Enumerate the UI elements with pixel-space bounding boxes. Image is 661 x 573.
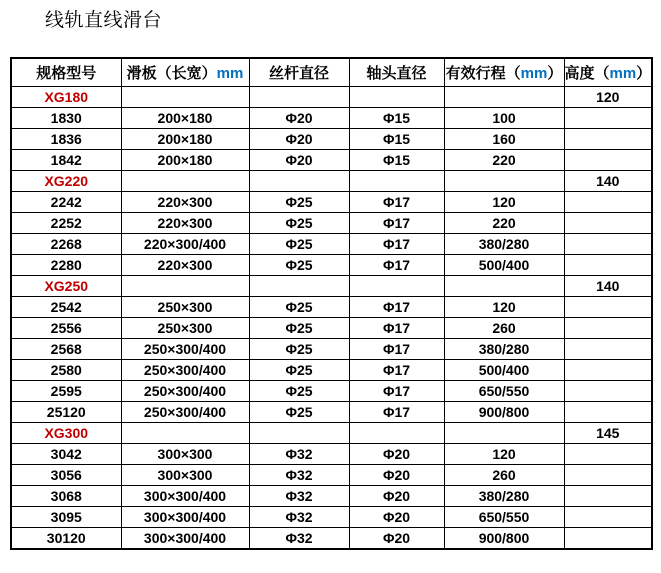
cell-plate: 200×180	[121, 150, 249, 171]
cell-model: 2580	[11, 360, 121, 381]
cell-stroke: 260	[444, 318, 564, 339]
cell-stroke: 650/550	[444, 381, 564, 402]
cell-plate: 300×300/400	[121, 507, 249, 528]
cell-stroke: 100	[444, 108, 564, 129]
cell-stroke: 900/800	[444, 528, 564, 550]
cell-screw: Φ32	[249, 444, 349, 465]
cell-height	[564, 381, 652, 402]
cell-model: 2252	[11, 213, 121, 234]
cell-screw: Φ25	[249, 402, 349, 423]
cell-model: XG300	[11, 423, 121, 444]
cell-screw: Φ25	[249, 213, 349, 234]
cell-stroke: 380/280	[444, 486, 564, 507]
cell-height	[564, 192, 652, 213]
cell-shaft: Φ15	[349, 108, 444, 129]
column-header-shaft	[349, 58, 444, 87]
table-row	[11, 108, 652, 129]
cell-shaft	[349, 423, 444, 444]
cell-height: 120	[564, 87, 652, 108]
header-text: 高度（	[564, 65, 610, 82]
cell-screw: Φ25	[249, 360, 349, 381]
cell-screw: Φ25	[249, 192, 349, 213]
cell-height	[564, 297, 652, 318]
cell-model: 1842	[11, 150, 121, 171]
cell-height: 140	[564, 276, 652, 297]
cell-stroke: 220	[444, 150, 564, 171]
cell-shaft: Φ17	[349, 339, 444, 360]
cell-shaft: Φ15	[349, 129, 444, 150]
cell-shaft	[349, 87, 444, 108]
cell-plate	[121, 423, 249, 444]
cell-stroke: 500/400	[444, 360, 564, 381]
cell-stroke: 260	[444, 465, 564, 486]
cell-stroke	[444, 171, 564, 192]
cell-shaft: Φ20	[349, 444, 444, 465]
cell-height	[564, 108, 652, 129]
cell-stroke	[444, 423, 564, 444]
cell-plate: 300×300/400	[121, 528, 249, 550]
cell-plate	[121, 171, 249, 192]
cell-plate: 220×300	[121, 192, 249, 213]
column-header-screw	[249, 58, 349, 87]
cell-plate: 220×300	[121, 213, 249, 234]
cell-shaft	[349, 276, 444, 297]
cell-model: 2542	[11, 297, 121, 318]
group-row	[11, 276, 652, 297]
header-text: 轴头直径	[366, 65, 427, 82]
cell-plate: 300×300	[121, 444, 249, 465]
cell-screw	[249, 171, 349, 192]
cell-model: XG220	[11, 171, 121, 192]
table-row	[11, 297, 652, 318]
header-text: ）	[636, 65, 652, 82]
table-row	[11, 192, 652, 213]
cell-stroke: 120	[444, 444, 564, 465]
cell-model: 3095	[11, 507, 121, 528]
cell-model: 2556	[11, 318, 121, 339]
cell-plate: 300×300	[121, 465, 249, 486]
cell-stroke: 160	[444, 129, 564, 150]
cell-plate: 250×300/400	[121, 339, 249, 360]
cell-shaft: Φ17	[349, 402, 444, 423]
cell-height	[564, 234, 652, 255]
cell-model: 2268	[11, 234, 121, 255]
cell-screw: Φ25	[249, 234, 349, 255]
cell-screw: Φ25	[249, 297, 349, 318]
cell-shaft: Φ20	[349, 528, 444, 550]
cell-plate: 250×300/400	[121, 402, 249, 423]
cell-model: 2242	[11, 192, 121, 213]
cell-model: 1830	[11, 108, 121, 129]
cell-stroke: 120	[444, 297, 564, 318]
table-row	[11, 486, 652, 507]
cell-height	[564, 339, 652, 360]
unit-mm-label: mm	[520, 65, 548, 82]
unit-mm-label: mm	[216, 65, 244, 82]
cell-height	[564, 360, 652, 381]
cell-model: 3056	[11, 465, 121, 486]
cell-plate	[121, 87, 249, 108]
cell-screw	[249, 423, 349, 444]
cell-screw: Φ32	[249, 465, 349, 486]
cell-plate: 200×180	[121, 129, 249, 150]
table-row	[11, 150, 652, 171]
cell-plate: 220×300/400	[121, 234, 249, 255]
cell-shaft: Φ15	[349, 150, 444, 171]
table-row	[11, 444, 652, 465]
cell-shaft: Φ17	[349, 297, 444, 318]
table-row	[11, 402, 652, 423]
cell-height	[564, 528, 652, 550]
cell-height	[564, 129, 652, 150]
table-row	[11, 528, 652, 550]
table-row	[11, 213, 652, 234]
cell-shaft	[349, 171, 444, 192]
cell-stroke: 380/280	[444, 339, 564, 360]
cell-shaft: Φ17	[349, 318, 444, 339]
cell-shaft: Φ17	[349, 192, 444, 213]
cell-height	[564, 255, 652, 276]
cell-screw: Φ20	[249, 150, 349, 171]
unit-mm-label: mm	[609, 65, 637, 82]
column-header-stroke	[444, 58, 564, 87]
table-row	[11, 255, 652, 276]
column-header-model	[11, 58, 121, 87]
cell-plate: 250×300	[121, 297, 249, 318]
table-row	[11, 339, 652, 360]
cell-plate	[121, 276, 249, 297]
table-row	[11, 465, 652, 486]
cell-plate: 300×300/400	[121, 486, 249, 507]
cell-screw: Φ32	[249, 486, 349, 507]
column-header-height	[564, 58, 652, 87]
cell-shaft: Φ17	[349, 381, 444, 402]
column-header-plate	[121, 58, 249, 87]
cell-model: 3042	[11, 444, 121, 465]
table-row	[11, 129, 652, 150]
table-row	[11, 507, 652, 528]
cell-shaft: Φ20	[349, 465, 444, 486]
cell-screw: Φ32	[249, 528, 349, 550]
cell-shaft: Φ17	[349, 255, 444, 276]
cell-height	[564, 213, 652, 234]
spec-table	[10, 57, 653, 550]
cell-screw: Φ25	[249, 255, 349, 276]
group-row	[11, 423, 652, 444]
cell-screw: Φ20	[249, 108, 349, 129]
cell-model: 2595	[11, 381, 121, 402]
cell-plate: 250×300/400	[121, 360, 249, 381]
cell-height	[564, 318, 652, 339]
page-title: 线轨直线滑台	[45, 10, 163, 31]
cell-height	[564, 402, 652, 423]
cell-model: XG250	[11, 276, 121, 297]
cell-height	[564, 486, 652, 507]
cell-height	[564, 444, 652, 465]
cell-stroke	[444, 87, 564, 108]
cell-model: 1836	[11, 129, 121, 150]
table-row	[11, 381, 652, 402]
cell-stroke: 380/280	[444, 234, 564, 255]
cell-screw: Φ25	[249, 381, 349, 402]
cell-plate: 200×180	[121, 108, 249, 129]
cell-screw: Φ32	[249, 507, 349, 528]
header-text: 有效行程（	[445, 65, 521, 82]
cell-stroke: 120	[444, 192, 564, 213]
table-row	[11, 234, 652, 255]
cell-screw	[249, 87, 349, 108]
cell-plate: 250×300/400	[121, 381, 249, 402]
cell-shaft: Φ17	[349, 213, 444, 234]
cell-height	[564, 465, 652, 486]
cell-model: 25120	[11, 402, 121, 423]
cell-model: 30120	[11, 528, 121, 550]
cell-height	[564, 150, 652, 171]
header-text: ）	[547, 65, 563, 82]
cell-height: 140	[564, 171, 652, 192]
cell-plate: 220×300	[121, 255, 249, 276]
header-text: 滑板（长宽）	[126, 65, 217, 82]
cell-height: 145	[564, 423, 652, 444]
table-row	[11, 318, 652, 339]
cell-height	[564, 507, 652, 528]
cell-stroke: 500/400	[444, 255, 564, 276]
cell-shaft: Φ20	[349, 486, 444, 507]
group-row	[11, 87, 652, 108]
cell-screw: Φ20	[249, 129, 349, 150]
cell-plate: 250×300	[121, 318, 249, 339]
group-row	[11, 171, 652, 192]
cell-stroke: 220	[444, 213, 564, 234]
cell-screw	[249, 276, 349, 297]
cell-screw: Φ25	[249, 318, 349, 339]
cell-shaft: Φ17	[349, 234, 444, 255]
table-row	[11, 360, 652, 381]
cell-model: XG180	[11, 87, 121, 108]
cell-model: 3068	[11, 486, 121, 507]
cell-model: 2568	[11, 339, 121, 360]
cell-stroke: 650/550	[444, 507, 564, 528]
cell-model: 2280	[11, 255, 121, 276]
header-text: 丝杆直径	[268, 65, 329, 82]
spec-table-body	[11, 87, 652, 550]
cell-stroke: 900/800	[444, 402, 564, 423]
cell-stroke	[444, 276, 564, 297]
cell-shaft: Φ17	[349, 360, 444, 381]
cell-shaft: Φ20	[349, 507, 444, 528]
cell-screw: Φ25	[249, 339, 349, 360]
header-row	[11, 58, 652, 87]
header-text: 规格型号	[36, 65, 97, 82]
